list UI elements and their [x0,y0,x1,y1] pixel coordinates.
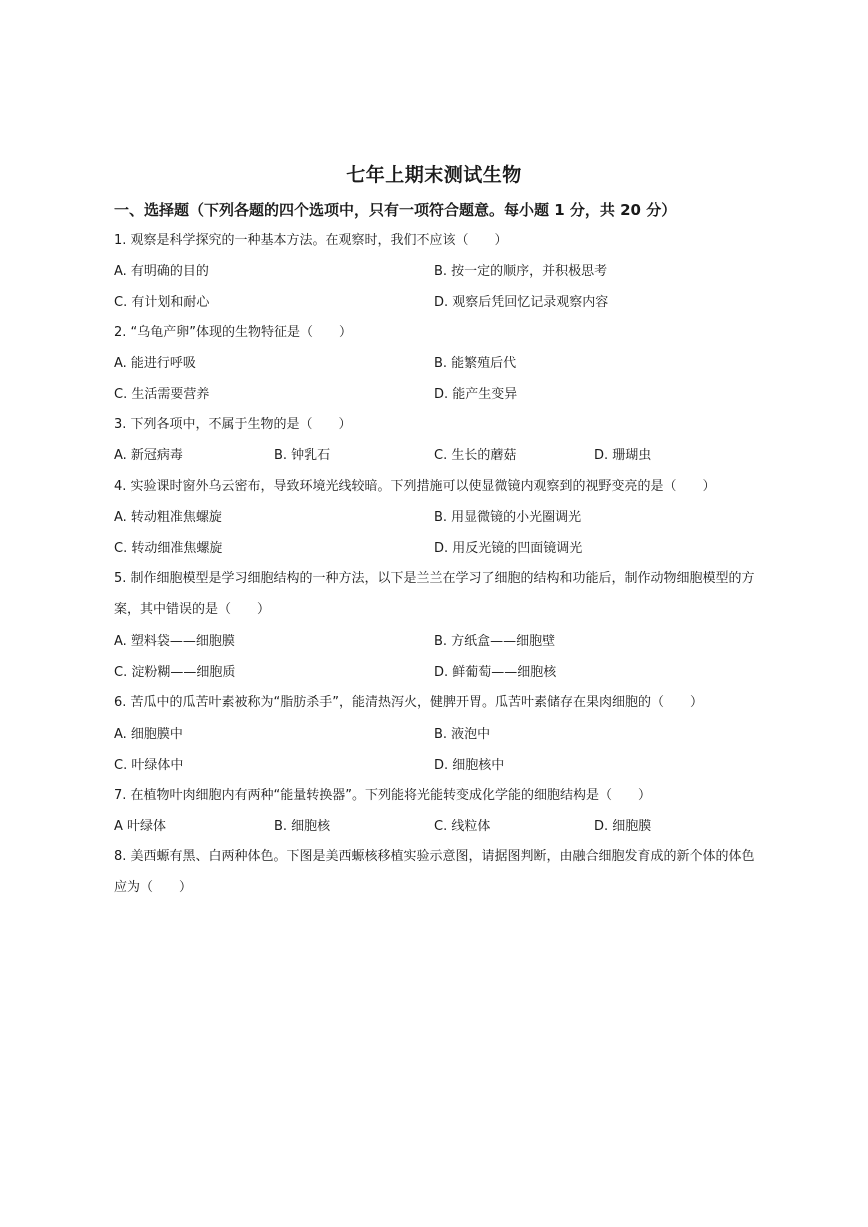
section-heading: 一、选择题（下列各题的四个选项中，只有一项符合题意。每小题 1 分，共 20 分） [114,201,677,219]
question-5-option-a: A. 塑料袋——细胞膜 [114,634,235,649]
question-3-option-c: C. 生长的蘑菇 [434,448,517,463]
question-4-option-b: B. 用显微镜的小光圈调光 [434,510,582,525]
question-2-option-d: D. 能产生变异 [434,387,518,402]
page-title: 七年上期末测试生物 [346,164,522,186]
question-1-option-b: B. 按一定的顺序，并积极思考 [434,264,608,279]
question-6-option-d: D. 细胞核中 [434,758,505,773]
question-3-option-b: B. 钟乳石 [274,448,331,463]
question-4-stem: 4. 实验课时窗外乌云密布，导致环境光线较暗。下列措施可以使显微镜内观察到的视野变亮的是（ ） [114,479,716,494]
question-4-option-a: A. 转动粗准焦螺旋 [114,510,222,525]
question-4-option-c: C. 转动细准焦螺旋 [114,541,223,556]
question-5-stem: 5. 制作细胞模型是学习细胞结构的一种方法，以下是兰兰在学习了细胞的结构和功能后，制作动物细胞模型的方案，其中错误的是（ ） [114,571,755,617]
question-1-option-c: C. 有计划和耐心 [114,295,210,310]
question-3-option-d: D. 珊瑚虫 [594,448,652,463]
question-7-option-d: D. 细胞膜 [594,819,652,834]
question-5-option-b: B. 方纸盒——细胞壁 [434,634,556,649]
question-5-option-d: D. 鲜葡萄——细胞核 [434,665,557,680]
question-2-stem: 2. “乌龟产卵”体现的生物特征是（ ） [114,325,353,340]
question-6-option-c: C. 叶绿体中 [114,758,184,773]
question-1-option-a: A. 有明确的目的 [114,264,209,279]
question-6-option-a: A. 细胞膜中 [114,727,183,742]
question-7-option-a: A 叶绿体 [114,819,167,834]
question-7-option-c: C. 线粒体 [434,819,491,834]
question-3-option-a: A. 新冠病毒 [114,448,183,463]
question-7-option-b: B. 细胞核 [274,819,331,834]
question-1-stem: 1. 观察是科学探究的一种基本方法。在观察时，我们不应该（ ） [114,233,508,248]
question-7-stem: 7. 在植物叶肉细胞内有两种“能量转换器”。下列能将光能转变成化学能的细胞结构是（ ） [114,788,652,803]
question-6-option-b: B. 液泡中 [434,727,491,742]
question-2-option-a: A. 能进行呼吸 [114,356,196,371]
question-2-option-b: B. 能繁殖后代 [434,356,517,371]
question-8-stem: 8. 美西螈有黑、白两种体色。下图是美西螈核移植实验示意图，请据图判断，由融合细胞发育成的新个体的体色应为（ ） [114,849,755,895]
question-6-stem: 6. 苦瓜中的瓜苦叶素被称为“脂肪杀手”，能清热泻火，健脾开胃。瓜苦叶素储存在果肉细胞的（ ） [114,695,704,710]
question-1-option-d: D. 观察后凭回忆记录观察内容 [434,295,609,310]
question-2-option-c: C. 生活需要营养 [114,387,210,402]
question-3-stem: 3. 下列各项中，不属于生物的是（ ） [114,417,352,432]
question-5-option-c: C. 淀粉糊——细胞质 [114,665,236,680]
question-4-option-d: D. 用反光镜的凹面镜调光 [434,541,583,556]
